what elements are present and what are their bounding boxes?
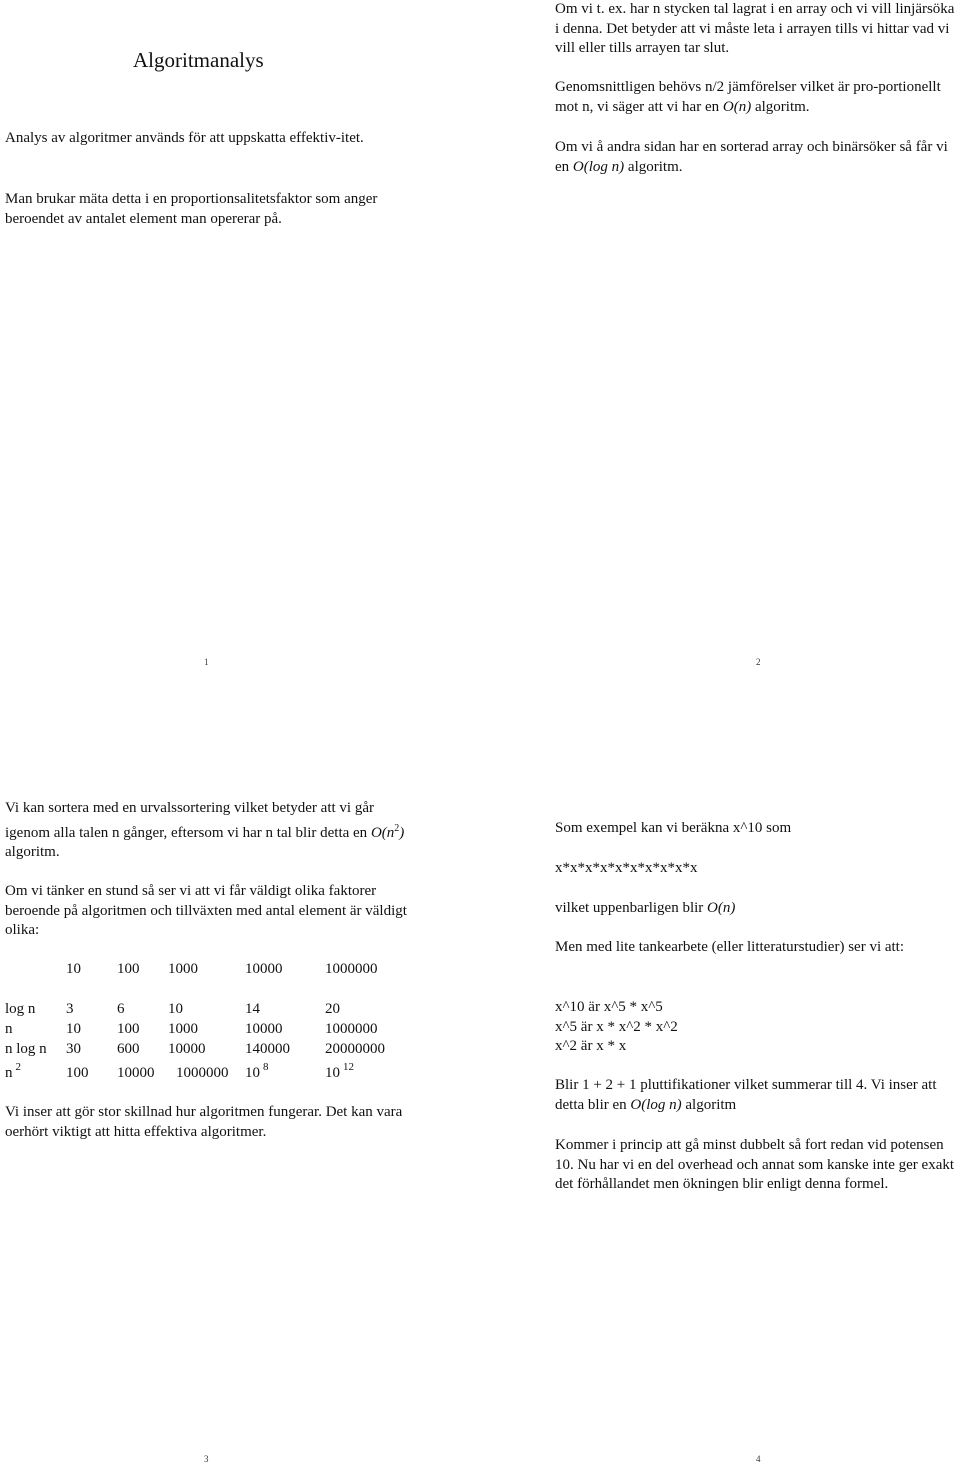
table-row-label: n $^2$ <box>5 1061 21 1081</box>
decomposition-line: x^5 är x * x^2 * x^2 <box>555 1018 678 1035</box>
measurement-paragraph: Man brukar mäta detta i en proportionsalitetsfaktor som anger beroendet av antalet element man opererar på. <box>5 191 378 227</box>
table-row-label: n <box>5 1021 13 1037</box>
table-cell: 10000 <box>245 1021 283 1037</box>
table-cell: 6 <box>117 1001 125 1017</box>
table-row-label: log n <box>5 1001 36 1017</box>
table-header-cell: 10000 <box>245 961 283 977</box>
table-cell: 20 <box>325 1001 340 1017</box>
conclusion-paragraph: Vi inser att gör stor skillnad hur algoritmen fungerar. Det kan vara oerhört viktigt att hitta effektiva algoritmer. <box>5 1104 403 1140</box>
decomposition-lines <box>555 998 678 1057</box>
table-cell: 10000 <box>168 1041 206 1057</box>
table-cell: 14 <box>245 1001 260 1017</box>
average-comparisons-paragraph: Genomsnittligen behövs n/2 jämförelser vilket är pro-portionellt mot n, vi säger att vi har en O(n) algoritm. <box>555 79 941 115</box>
power-example-paragraph: Som exempel kan vi beräkna x^10 som <box>555 820 792 836</box>
decomposition-line: x^2 är x * x <box>555 1038 627 1054</box>
log-complexity-paragraph: Blir 1 + 2 + 1 pluttifikationer vilket summerar till 4. Vi inser att detta blir en O(log n) algoritm <box>555 1077 937 1113</box>
page-number: 3 <box>204 1454 209 1464</box>
table-cell: 3 <box>66 1001 74 1017</box>
table-cell: 1000000 <box>176 1065 229 1081</box>
multiplication-expression: x*x*x*x*x*x*x*x*x*x <box>555 860 698 876</box>
table-cell: 100 <box>117 1021 140 1037</box>
table-header-cell: 10 <box>66 961 81 977</box>
page-number: 4 <box>756 1454 761 1464</box>
table-header-cell: 1000 <box>168 961 198 977</box>
intro-paragraph: Analys av algoritmer används för att uppskatta effektiv-itet. <box>5 130 364 146</box>
table-cell: 600 <box>117 1041 140 1057</box>
table-row-label: n log n <box>5 1041 47 1057</box>
linear-search-paragraph: Om vi t. ex. har n stycken tal lagrat i en array och vi vill linjärsöka i denna. Det betyder att vi måste leta i arrayen tills vi hittar vad vi vill eller tills arrayen tar slut. <box>555 1 955 56</box>
table-cell: 10 $^8$ <box>245 1061 269 1081</box>
table-header-cell: 100 <box>117 961 140 977</box>
linear-complexity-paragraph: vilket uppenbarligen blir O(n) <box>555 900 736 916</box>
table-cell: 20000000 <box>325 1041 385 1057</box>
table-cell: 100 <box>66 1065 89 1081</box>
binary-search-paragraph: Om vi å andra sidan har en sorterad array och binärsöker så får vi en O(log n) algoritm. <box>555 139 948 175</box>
table-cell: 1000000 <box>325 1021 378 1037</box>
table-cell: 10 <box>66 1021 81 1037</box>
table-cell: 10 $^{12}$ <box>325 1061 354 1081</box>
speed-paragraph: Kommer i princip att gå minst dubbelt så fort redan vid potensen 10. Nu har vi en del overhead och annat som kanske inte ger exakt det förhållandet men ökningen blir enligt denna formel. <box>555 1137 955 1192</box>
table-cell: 10 <box>168 1001 183 1017</box>
page-number: 1 <box>204 657 209 667</box>
page-number: 2 <box>756 657 761 667</box>
decomposition-line: x^10 är x^5 * x^5 <box>555 999 663 1015</box>
table-cell: 30 <box>66 1041 81 1057</box>
table-header-cell: 1000000 <box>325 961 378 977</box>
table-cell: 1000 <box>168 1021 198 1037</box>
table-cell: 10000 <box>117 1065 155 1081</box>
growth-factors-paragraph: Om vi tänker en stund så ser vi att vi får väldigt olika faktorer beroende på algoritmen och tillväxten med antal element är väldigt olika: <box>5 883 407 938</box>
selection-sort-paragraph: Vi kan sortera med en urvalssortering vilket betyder att vi går igenom alla talen n gånger, eftersom vi har n tal blir detta en $O(n^2)$ algoritm. <box>5 800 405 860</box>
insight-paragraph: Men med lite tankearbete (eller litteraturstudier) ser vi att: <box>555 939 905 955</box>
page-title: Algoritmanalys <box>133 48 264 72</box>
table-cell: 140000 <box>245 1041 290 1057</box>
